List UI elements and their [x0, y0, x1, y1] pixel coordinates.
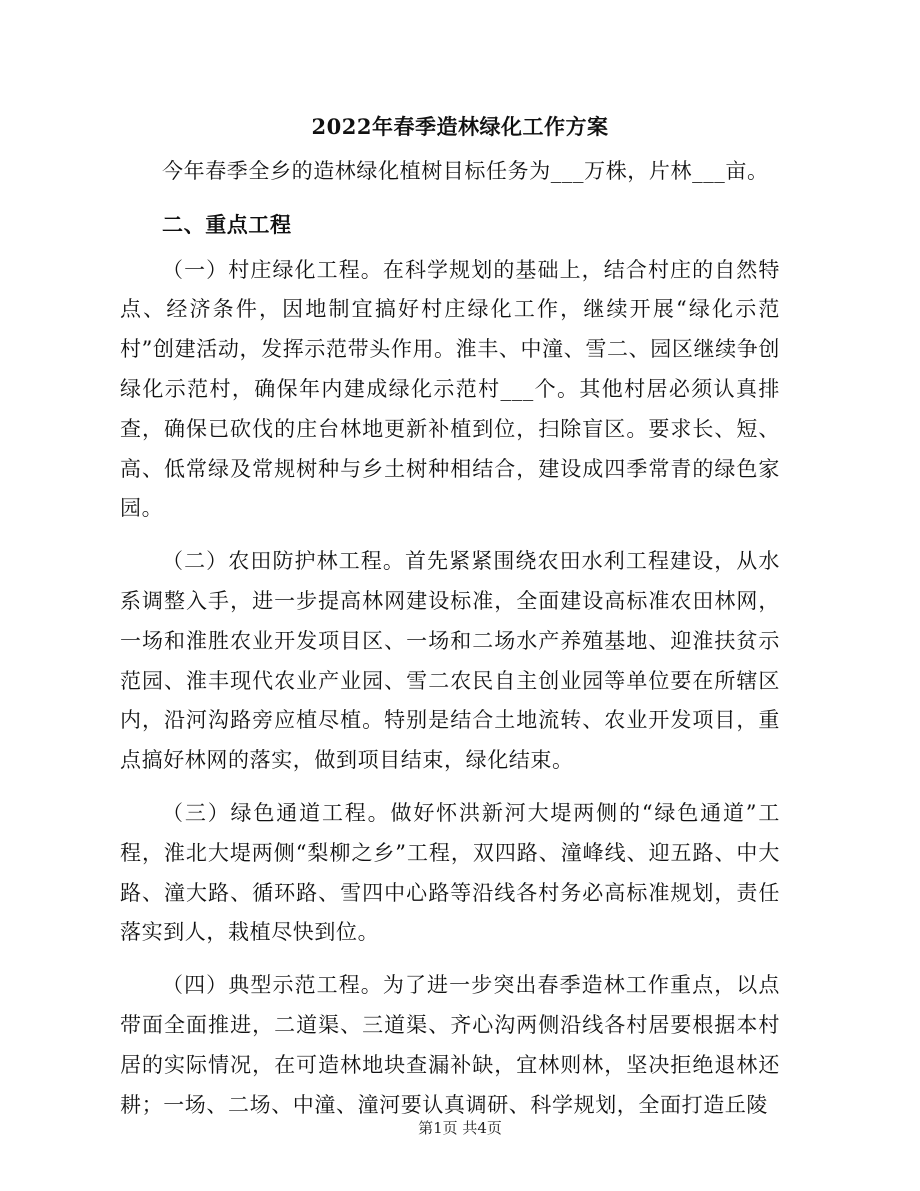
document-title: 2022年春季造林绿化工作方案: [311, 114, 609, 139]
paragraph-demonstration-project: （四）典型示范工程。为了进一步突出春季造林工作重点，以点带面全面推进，二道渠、三道渠、齐心沟两侧沿线各村居要根据本村居的实际情况，在可造林地块查漏补缺，宜林则林，坚决拒绝退林还耕；一场、二场、中潼、潼河要认真调研、科学规划，全面打造丘陵: [120, 973, 780, 1117]
paragraph-green-corridor: （三）绿色通道工程。做好怀洪新河大堤两侧的“绿色通道”工程，淮北大堤两侧“梨柳之乡”工程，双四路、潼峰线、迎五路、中大路、潼大路、循环路、雪四中心路等沿线各村务必高标准规划，责任落实到人，栽植尽快到位。: [120, 800, 780, 945]
paragraph-farmland-shelterbelt: （二）农田防护林工程。首先紧紧围绕农田水利工程建设，从水系调整入手，进一步提高林网建设标准，全面建设高标准农田林网，一场和淮胜农业开发项目区、一场和二场水产养殖基地、迎淮扶贫示范园、淮丰现代农业产业园、雪二农民自主创业园等单位要在所辖区内，沿河沟路旁应植尽植。特别是结合土地流转、农业开发项目，重点搞好林网的落实，做到项目结束，绿化结束。: [120, 549, 780, 773]
paragraph-village-greening: （一）村庄绿化工程。在科学规划的基础上，结合村庄的自然特点、经济条件，因地制宜搞好村庄绿化工作，继续开展“绿化示范村”创建活动，发挥示范带头作用。淮丰、中潼、雪二、园区继续争创绿化示范村，确保年内建成绿化示范村___个。其他村居必须认真排查，确保已砍伐的庄台林地更新补植到位，扫除盲区。要求长、短、高、低常绿及常规树种与乡土树种相结合，建设成四季常青的绿色家园。: [120, 257, 780, 521]
section-heading: 二、重点工程: [162, 211, 292, 237]
document-body: [120, 152, 780, 1138]
intro-paragraph: 今年春季全乡的造林绿化植树目标任务为___万株，片林___亩。: [162, 159, 769, 183]
page-number-footer: 第1页 共4页: [418, 1119, 502, 1137]
